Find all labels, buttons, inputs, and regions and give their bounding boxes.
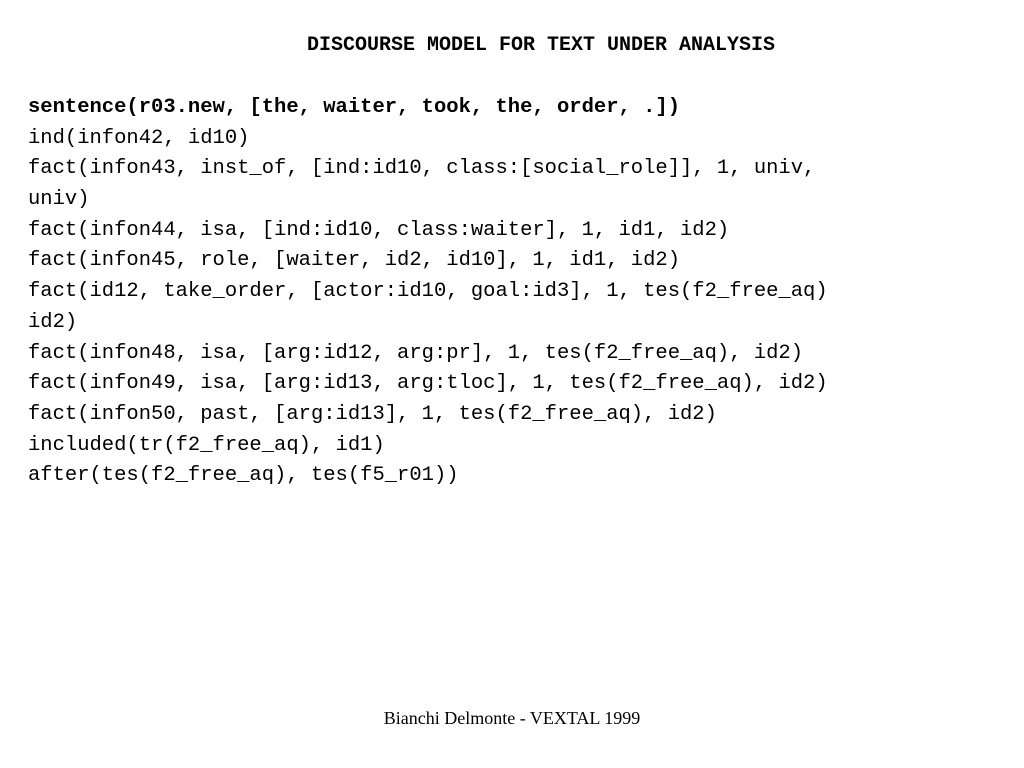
slide-title: DISCOURSE MODEL FOR TEXT UNDER ANALYSIS bbox=[306, 34, 776, 57]
code-line: fact(infon50, past, [arg:id13], 1, tes(f2_free_aq), id2) bbox=[28, 402, 717, 426]
code-line: fact(infon48, isa, [arg:id12, arg:pr], 1, tes(f2_free_aq), id2) bbox=[28, 341, 804, 365]
code-line: ind(infon42, id10) bbox=[28, 126, 250, 150]
code-line: fact(id12, take_order, [actor:id10, goal:id3], 1, tes(f2_free_aq) bbox=[28, 280, 828, 304]
code-line: after(tes(f2_free_aq), tes(f5_r01)) bbox=[28, 464, 459, 488]
code-line: univ) bbox=[28, 188, 90, 212]
code-line: included(tr(f2_free_aq), id1) bbox=[28, 433, 385, 457]
code-line: fact(infon49, isa, [arg:id13, arg:tloc], 1, tes(f2_free_aq), id2) bbox=[28, 372, 828, 396]
slide-footer: Bianchi Delmonte - VEXTAL 1999 bbox=[383, 708, 641, 728]
discourse-model-listing bbox=[28, 93, 1018, 492]
code-line: fact(infon45, role, [waiter, id2, id10], 1, id1, id2) bbox=[28, 249, 681, 273]
sentence-line: sentence(r03.new, [the, waiter, took, the, order, .]) bbox=[28, 96, 681, 119]
code-line: id2) bbox=[28, 310, 78, 334]
code-line: fact(infon43, inst_of, [ind:id10, class:[social_role]], 1, univ, bbox=[28, 157, 816, 181]
code-line: fact(infon44, isa, [ind:id10, class:waiter], 1, id1, id2) bbox=[28, 218, 730, 242]
